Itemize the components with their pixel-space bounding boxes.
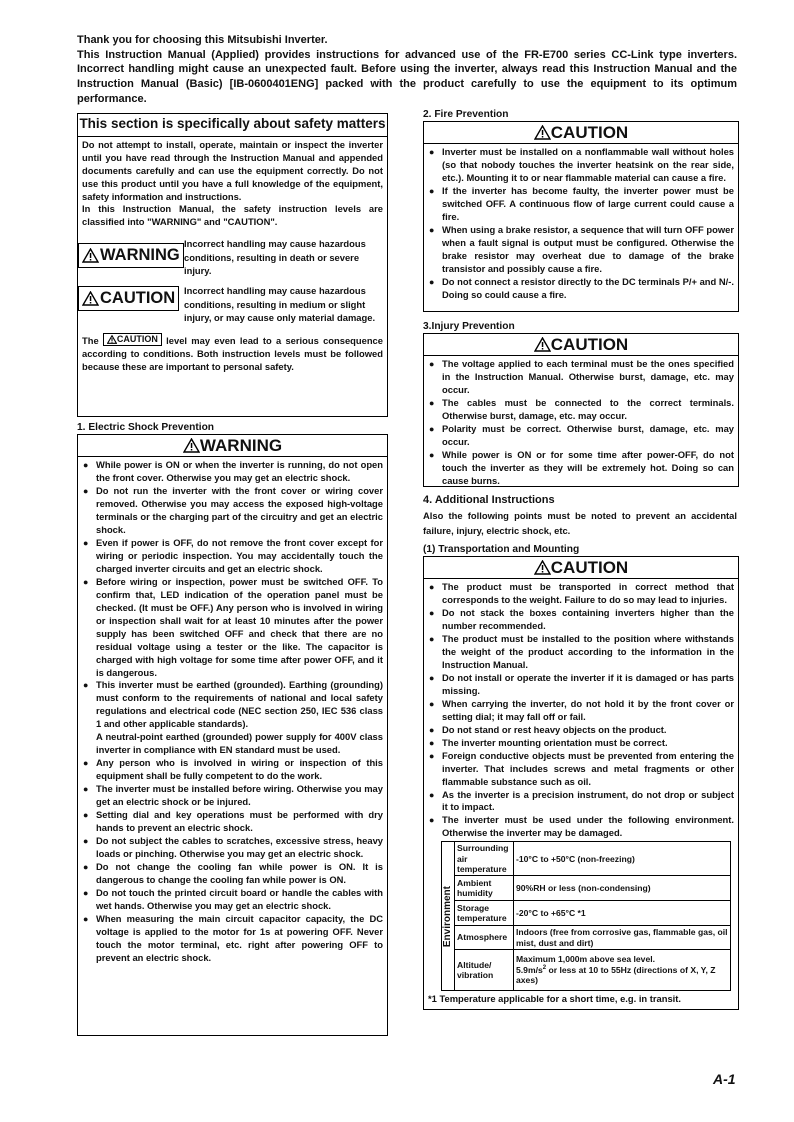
env-value: -20°C to +65°C *1 xyxy=(514,901,731,926)
caution-inline-label: CAUTION xyxy=(103,333,162,346)
warning-desc: Incorrect handling may cause hazardous conditions, resulting in death or severe injury. xyxy=(184,238,366,277)
fire-box xyxy=(423,121,739,312)
env-name: Ambient humidity xyxy=(455,876,514,901)
env-value: Indoors (free from corrosive gas, flammable gas, oil mist, dust and dirt) xyxy=(514,926,731,950)
list-item: ● Do not touch the printed circuit board or handle the cables with wet hands. Otherwise you may get an electric shock. xyxy=(83,887,383,913)
env-label-cell xyxy=(442,842,455,991)
additional-body: Also the following points must be noted to prevent an accidental failure, injury, electric shock, etc. xyxy=(423,510,737,536)
list-item: ● When using a brake resistor, a sequence that will turn OFF power when a fault signal is output must be configured. Otherwise the brake resistor may overheat due to damage of the brake transistor and possibly cause a fire. xyxy=(429,224,734,276)
table-row xyxy=(442,926,731,950)
transport-banner: CAUTION xyxy=(424,557,738,579)
env-value: Maximum 1,000m above sea level. $5.9m/s^2$ or less at 10 to 55Hz (directions of X, Y, Z axes) xyxy=(514,949,731,990)
list-item: ● Do not change the cooling fan while power is ON. It is dangerous to change the cooling fan while power is ON. xyxy=(83,861,383,887)
safety-levels: In this Instruction Manual, the safety instruction levels are classified into "WARNING" and "CAUTION". xyxy=(82,203,383,228)
env-value: 90%RH or less (non-condensing) xyxy=(514,876,731,901)
env-name: Storage temperature xyxy=(455,901,514,926)
env-label: Environment xyxy=(442,885,453,947)
caution-label: CAUTION xyxy=(78,286,179,311)
table-row xyxy=(442,949,731,990)
list-item: ● Do not stand or rest heavy objects on the product. xyxy=(429,724,734,737)
table-row xyxy=(442,901,731,926)
env-name: Surrounding air temperature xyxy=(455,842,514,876)
injury-box xyxy=(423,333,739,487)
shock-box xyxy=(77,434,388,1036)
additional-heading: 4. Additional Instructions xyxy=(423,494,555,506)
intro-body: This Instruction Manual (Applied) provides instructions for advanced use of the FR-E700 series CC-Link type inverters. Incorrect handling might cause an unexpected fault. Before using the inverter, always read this Instruction Manual and the Instruction Manual (Basic) [IB-0600401ENG] packed with the product carefully to use the equipment to its optimum performance. xyxy=(77,48,737,105)
warning-level-row xyxy=(78,237,387,277)
fire-heading: 2. Fire Prevention xyxy=(423,109,509,120)
environment-table xyxy=(441,841,731,991)
env-footnote: *1 Temperature applicable for a short time, e.g. in transit. xyxy=(428,992,682,1004)
safety-intro: Do not attempt to install, operate, maintain or inspect the inverter until you have read through the Instruction Manual and appended documents carefully and can use the equipment correctly. Do not use this product until you have a full knowledge of the equipment, safety information and instructions. xyxy=(82,138,383,202)
caution-triangle-icon xyxy=(534,560,551,575)
transport-heading: (1) Transportation and Mounting xyxy=(423,544,580,555)
list-item: ● If the inverter has become faulty, the inverter power must be switched OFF. A continuous flow of large current could cause a fire. xyxy=(429,185,734,224)
caution-small-icon xyxy=(107,335,117,344)
safety-title: This section is specifically about safety matters xyxy=(78,114,387,137)
list-item: ● The voltage applied to each terminal must be the ones specified in the Instruction Manual. Otherwise burst, damage, etc. may occur. xyxy=(429,358,734,397)
list-item: ● When carrying the inverter, do not hold it by the front cover or setting dial; it may fall off or fail. xyxy=(429,698,734,724)
caution-desc: Incorrect handling may cause hazardous conditions, resulting in medium or slight injury, or may cause only material damage. xyxy=(184,285,376,324)
table-row xyxy=(442,842,731,876)
list-item: ● Even if power is OFF, do not remove the front cover except for wiring or periodic inspection. You may accidentally touch the charged inverter circuits and get an electric shock. xyxy=(83,537,383,576)
intro xyxy=(77,33,737,106)
caution-triangle-icon xyxy=(534,337,551,352)
list-item: ● The cables must be connected to the correct terminals. Otherwise burst, damage, etc. may occur. xyxy=(429,397,734,423)
page-number: A-1 xyxy=(713,1071,736,1087)
injury-heading: 3.Injury Prevention xyxy=(423,321,515,332)
warning-label: WARNING xyxy=(78,243,184,268)
injury-banner: CAUTION xyxy=(424,334,738,356)
list-item: ● Inverter must be installed on a nonflammable wall without holes (so that nobody touches the inverter heatsink on the rear side, etc.). Mounting it to or near flammable material can cause a fire. xyxy=(429,146,734,185)
earth-note: A neutral-point earthed (grounded) power supply for 400V class inverter in compliance with EN standard must be used. xyxy=(96,731,383,756)
list-item: ● Do not run the inverter with the front cover or wiring cover removed. Otherwise you may access the exposed high-voltage terminals or the charging part of the circuitry and get an electric shock. xyxy=(83,485,383,537)
shock-heading: 1. Electric Shock Prevention xyxy=(77,422,215,433)
list-item: ● Before wiring or inspection, power must be switched OFF. To confirm that, LED indication of the operation panel must be checked. (It must be OFF.) Any person who is involved in wiring or inspection shall wait for at least 10 minutes after the power supply has been switched OFF and check that there are no residual voltage using a tester or the like. The capacitor is charged with high voltage for some time after power OFF, and it is dangerous. xyxy=(83,576,383,680)
env-value: -10°C to +50°C (non-freezing) xyxy=(514,842,731,876)
safety-note: The CAUTION level may even lead to a serious consequence according to conditions. Both instruction levels must be followed because these are important to personal safety. xyxy=(82,334,383,373)
list-item: ● The product must be transported in correct method that corresponds to the weight. Failure to do so may lead to injuries. xyxy=(429,581,734,607)
list-item: ● While power is ON or for some time after power-OFF, do not touch the inverter as they will be extremely hot. Doing so can cause burns. xyxy=(429,449,734,488)
list-item: ● Do not install or operate the inverter if it is damaged or has parts missing. xyxy=(429,672,734,698)
table-row xyxy=(442,876,731,901)
shock-banner: WARNING xyxy=(78,435,387,457)
list-item: ● The product must be installed to the position where withstands the weight of the product according to the information in the Instruction Manual. xyxy=(429,633,734,672)
list-item: ● Foreign conductive objects must be prevented from entering the inverter. That includes screws and metal fragments or other flammable substance such as oil. xyxy=(429,750,734,789)
caution-triangle-icon xyxy=(82,291,99,306)
warning-triangle-icon xyxy=(183,438,200,453)
list-item: ● Do not subject the cables to scratches, excessive stress, heavy loads or pinching. Otherwise you may get an electric shock. xyxy=(83,835,383,861)
caution-level-row xyxy=(78,284,387,324)
list-item: ● Do not stack the boxes containing inverters higher than the number recommended. xyxy=(429,607,734,633)
list-item: ● This inverter must be earthed (grounded). Earthing (grounding) must conform to the requirements of national and local safety regulations and electrical code (NEC section 250, IEC 536 class 1 and other applicable standards). A neutral-point earthed (grounded) power supply for 400V class inverter in compliance with EN standard must be used. xyxy=(83,679,383,757)
list-item: ● The inverter mounting orientation must be correct. xyxy=(429,737,734,750)
caution-triangle-icon xyxy=(534,125,551,140)
list-item: ● Do not connect a resistor directly to the DC terminals P/+ and N/-. Doing so could cause a fire. xyxy=(429,276,734,302)
list-item: ● Setting dial and key operations must be performed with dry hands to prevent an electric shock. xyxy=(83,809,383,835)
list-item: ● As the inverter is a precision instrument, do not drop or subject it to impact. xyxy=(429,789,734,815)
safety-box xyxy=(77,113,388,417)
list-item: ● When measuring the main circuit capacitor capacity, the DC voltage is applied to the motor for 1s at powering OFF. Never touch the motor terminal, etc. right after powering OFF to prevent an electric shock. xyxy=(83,913,383,965)
transport-box xyxy=(423,556,739,1010)
env-name: Altitude/ vibration xyxy=(455,949,514,990)
intro-thanks: Thank you for choosing this Mitsubishi Inverter. xyxy=(77,34,328,46)
list-item: ● Any person who is involved in wiring or inspection of this equipment shall be fully competent to do the work. xyxy=(83,757,383,783)
list-item: ● Polarity must be correct. Otherwise burst, damage, etc. may occur. xyxy=(429,423,734,449)
list-item: ● While power is ON or when the inverter is running, do not open the front cover. Otherwise you may get an electric shock. xyxy=(83,459,383,485)
list-item: ● The inverter must be installed before wiring. Otherwise you may get an electric shock or be injured. xyxy=(83,783,383,809)
fire-banner: CAUTION xyxy=(424,122,738,144)
env-name: Atmosphere xyxy=(455,926,514,950)
list-item: ● The inverter must be used under the following environment. Otherwise the inverter may be damaged. xyxy=(429,814,734,840)
warning-triangle-icon xyxy=(82,248,99,263)
